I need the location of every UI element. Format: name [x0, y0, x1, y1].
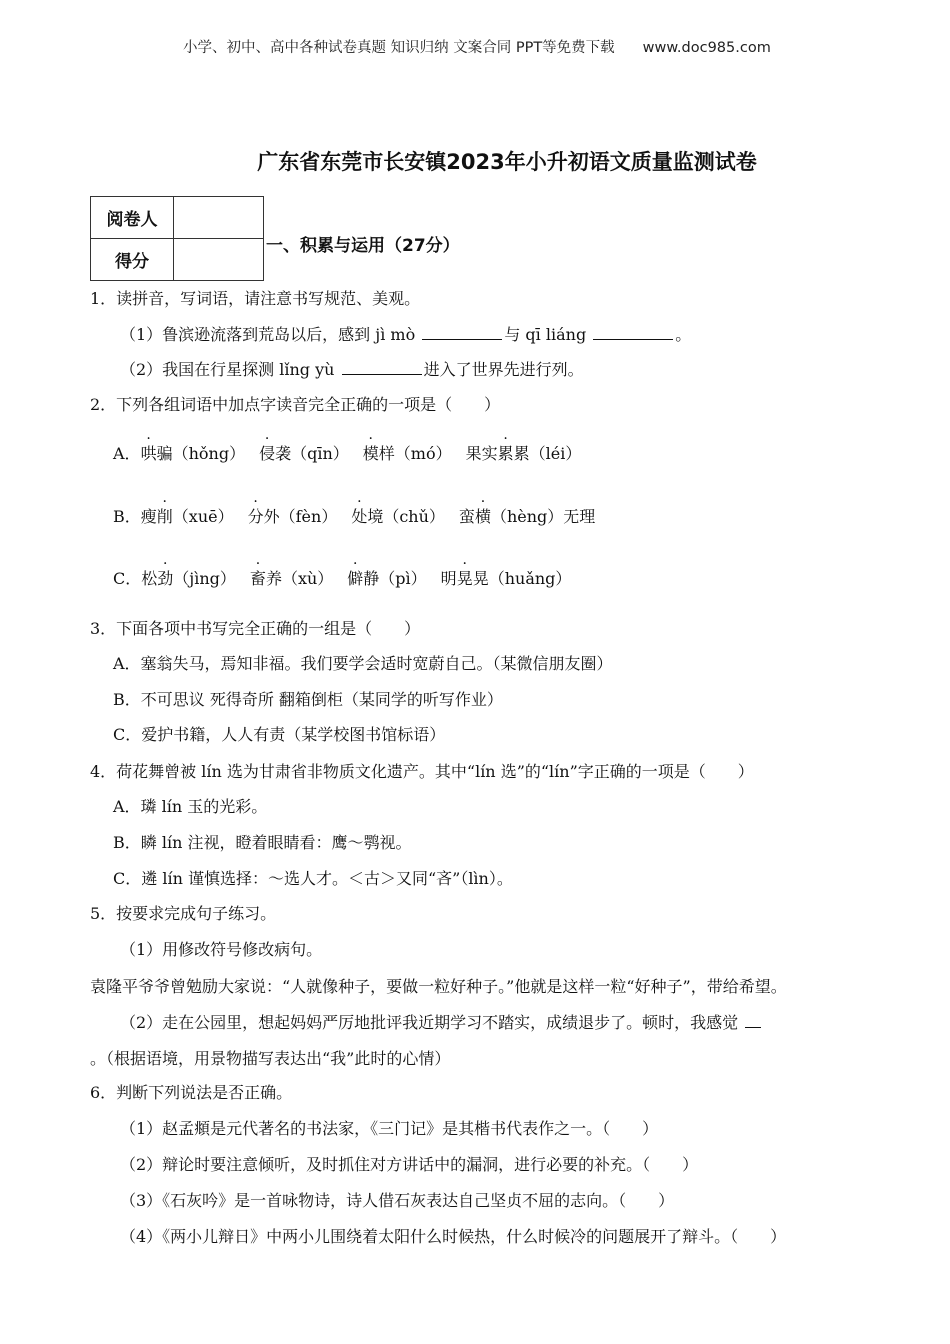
dotted-char: 哄 — [140, 444, 157, 463]
word-item: 僻静（pì） — [347, 569, 427, 588]
page-title: 广东省东莞市长安镇2023年小升初语文质量监测试卷 — [257, 150, 757, 174]
option-label: A． — [113, 444, 141, 463]
q3-stem: 3．下面各项中书写完全正确的一组是（ ） — [90, 619, 421, 638]
option-label: B． — [113, 507, 141, 526]
dotted-char: 累 — [497, 444, 514, 463]
q6-sub4: （4）《两小儿辩日》中两小儿围绕着太阳什么时候热，什么时候冷的问题展开了辩斗。（ ） — [120, 1227, 787, 1246]
q3-option-c[interactable]: C．爱护书籍，人人有责（某学校图书馆标语） — [113, 725, 446, 744]
word-item: 分外（fèn） — [247, 507, 338, 526]
dotted-char: 模 — [362, 444, 379, 463]
q4-option-a[interactable]: A．璘 lín 玉的光彩。 — [113, 797, 268, 816]
q4-stem: 4．荷花舞曾被 lín 选为甘肃省非物质文化遗产。其中“lín 选”的“lín”字正确的一项是（ ） — [90, 762, 754, 781]
q5-sub2-text: （2）走在公园里，想起妈妈严厉地批评我近期学习不踏实，成绩退步了。顿时，我感觉 — [120, 1013, 744, 1032]
answer-blank[interactable] — [422, 325, 502, 340]
q1-stem: 1．读拼音，写词语，请注意书写规范、美观。 — [90, 289, 421, 308]
dotted-char: 削 — [156, 507, 173, 526]
q1-sub2 — [120, 357, 584, 380]
q1-sub2-text-a: （2）我国在行星探测 lǐng yù — [120, 360, 340, 379]
q6-stem: 6．判断下列说法是否正确。 — [90, 1083, 293, 1102]
word-item: 畜养（xù） — [249, 569, 334, 588]
q5-sub2-continued: 。（根据语境，用景物描写表达出“我”此时的心情） — [90, 1049, 451, 1068]
word-item: 哄骗（hǒng） — [140, 444, 246, 463]
word-item: 松劲（jìng） — [141, 569, 236, 588]
q1-sub1-text-c: 。 — [675, 325, 692, 344]
q5-sub1: （1）用修改符号修改病句。 — [120, 940, 323, 959]
q6-sub2: （2）辩论时要注意倾听，及时抓住对方讲话中的漏洞，进行必要的补充。（ ） — [120, 1155, 699, 1174]
q2-option-c[interactable] — [113, 566, 585, 589]
q5-sub2 — [120, 1010, 763, 1033]
word-item: 瘦削（xuē） — [140, 507, 234, 526]
word-item: 蛮横（hèng）无理 — [458, 507, 596, 526]
dotted-char: 侵 — [259, 444, 276, 463]
score-cell[interactable] — [174, 239, 264, 281]
dotted-char: 劲 — [157, 569, 174, 588]
dotted-char: 晃 — [456, 569, 473, 588]
option-label: C． — [113, 569, 142, 588]
answer-blank[interactable] — [342, 360, 422, 375]
q1-sub1-text-a: （1）鲁滨逊流落到荒岛以后，感到 jì mò — [120, 325, 421, 344]
q1-sub2-text-b: 进入了世界先进行列。 — [423, 360, 584, 379]
section-heading: 一、积累与运用（27分） — [266, 236, 460, 256]
answer-blank[interactable] — [745, 1013, 761, 1028]
q2-option-a[interactable] — [113, 441, 595, 464]
dotted-char: 分 — [247, 507, 264, 526]
score-table — [90, 196, 264, 281]
q2-stem: 2．下列各组词语中加点字读音完全正确的一项是（ ） — [90, 395, 501, 414]
q2-option-b[interactable] — [113, 504, 609, 527]
page-header — [183, 36, 771, 57]
score-label: 得分 — [91, 239, 174, 281]
q6-sub3: （3）《石灰吟》是一首咏物诗，诗人借石灰表达自己坚贞不屈的志向。（ ） — [120, 1191, 675, 1210]
header-text: 小学、初中、高中各种试卷真题 知识归纳 文案合同 PPT等免费下载 — [183, 40, 615, 56]
answer-blank[interactable] — [593, 325, 673, 340]
q5-sub1-sentence: 袁隆平爷爷曾勉励大家说：“人就像种子，要做一粒好种子。”他就是这样一粒“好种子”，带给希望。 — [90, 977, 787, 996]
q3-option-a[interactable]: A．塞翁失马，焉知非福。我们要学会适时宽蔚自己。（某微信朋友圈） — [113, 654, 613, 673]
q4-option-b[interactable]: B．瞵 lín 注视，瞪着眼睛看：鹰～鹗视。 — [113, 833, 412, 852]
word-item: 模样（mó） — [362, 444, 452, 463]
q6-sub1: （1）赵孟頫是元代著名的书法家，《三门记》是其楷书代表作之一。（ ） — [120, 1119, 659, 1138]
word-item: 侵袭（qīn） — [259, 444, 349, 463]
dotted-char: 畜 — [249, 569, 266, 588]
q1-sub1-text-b: 与 qī liáng — [504, 325, 592, 344]
q1-sub1 — [120, 322, 691, 345]
dotted-char: 横 — [474, 507, 491, 526]
reviewer-label: 阅卷人 — [91, 197, 174, 239]
q4-option-c[interactable]: C．遴 lín 谨慎选择：～选人才。＜古＞又同“吝”（lìn）。 — [113, 869, 513, 888]
header-site: www.doc985.com — [642, 40, 771, 56]
word-item: 明晃晃（huǎng） — [440, 569, 572, 588]
dotted-char: 处 — [351, 507, 368, 526]
dotted-char: 僻 — [347, 569, 364, 588]
reviewer-cell[interactable] — [174, 197, 264, 239]
word-item: 处境（chǔ） — [351, 507, 445, 526]
word-item: 果实累累（léi） — [465, 444, 582, 463]
q5-stem: 5．按要求完成句子练习。 — [90, 904, 277, 923]
q3-option-b[interactable]: B．不可思议 死得奇所 翻箱倒柜（某同学的听写作业） — [113, 690, 503, 709]
